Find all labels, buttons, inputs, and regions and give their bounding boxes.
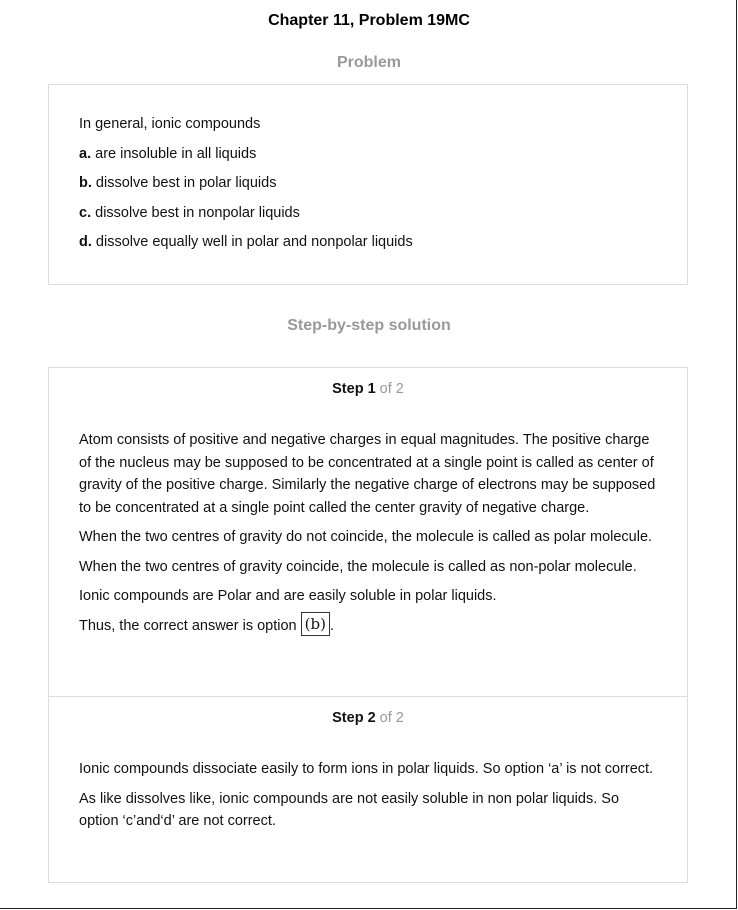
step-1 — [49, 368, 687, 697]
step-count: of 2 — [379, 710, 404, 726]
option-letter: d. — [79, 234, 92, 250]
option-text: dissolve best in polar liquids — [95, 175, 277, 191]
option-text: dissolve equally well in polar and nonpolar liquids — [95, 234, 413, 250]
conclusion-text: Thus, the correct answer is option — [79, 617, 301, 634]
step-header — [49, 368, 687, 414]
step-paragraph: When the two centres of gravity do not coincide, the molecule is called as polar molecule. — [79, 529, 653, 545]
option-letter: c. — [79, 204, 92, 221]
solution-box — [48, 367, 688, 883]
option-text: dissolve best in nonpolar liquids — [95, 204, 300, 221]
problem-heading: Problem — [336, 54, 401, 71]
page-title: Chapter 11, Problem 19MC — [268, 12, 470, 29]
problem-question: In general, ionic compounds — [79, 116, 261, 132]
conclusion-suffix: . — [329, 617, 334, 634]
problem-box — [48, 84, 688, 285]
step-2 — [49, 697, 687, 833]
step-paragraph: Ionic compounds are Polar and are easily soluble in polar liquids. — [79, 588, 497, 604]
step-label: Step 1 — [332, 381, 376, 397]
option-b — [79, 174, 657, 193]
step-count: of 2 — [379, 381, 404, 397]
step-paragraph: Ionic compounds dissociate easily to form ions in polar liquids. So option ‘a’ is not correct. — [79, 761, 654, 777]
option-letter: a. — [79, 145, 92, 162]
solution-heading: Step-by-step solution — [287, 317, 451, 334]
option-d — [79, 233, 657, 252]
step-label: Step 2 — [332, 710, 376, 726]
step-header — [49, 697, 687, 743]
step-paragraph: Atom consists of positive and negative charges in equal magnitudes. The positive charge of the nucleus may be supposed to be concentrated at a single point is called as center of gravity of the positive charge. Similarly the negative charge of electrons may be supposed to be concentrated at a single point called the center gravity of negative charge. — [79, 432, 656, 516]
step-paragraph: When the two centres of gravity coincide, the molecule is called as non-polar molecule. — [79, 558, 637, 575]
option-text: are insoluble in all liquids — [95, 145, 257, 162]
answer-box: (b) — [301, 612, 330, 636]
option-c — [79, 204, 657, 223]
step-conclusion — [79, 615, 657, 638]
step-paragraph: As like dissolves like, ionic compounds are not easily soluble in non polar liquids. So option ‘c’and‘d’ are not correct. — [79, 790, 620, 829]
option-letter: b. — [79, 175, 92, 191]
option-a — [79, 145, 657, 164]
